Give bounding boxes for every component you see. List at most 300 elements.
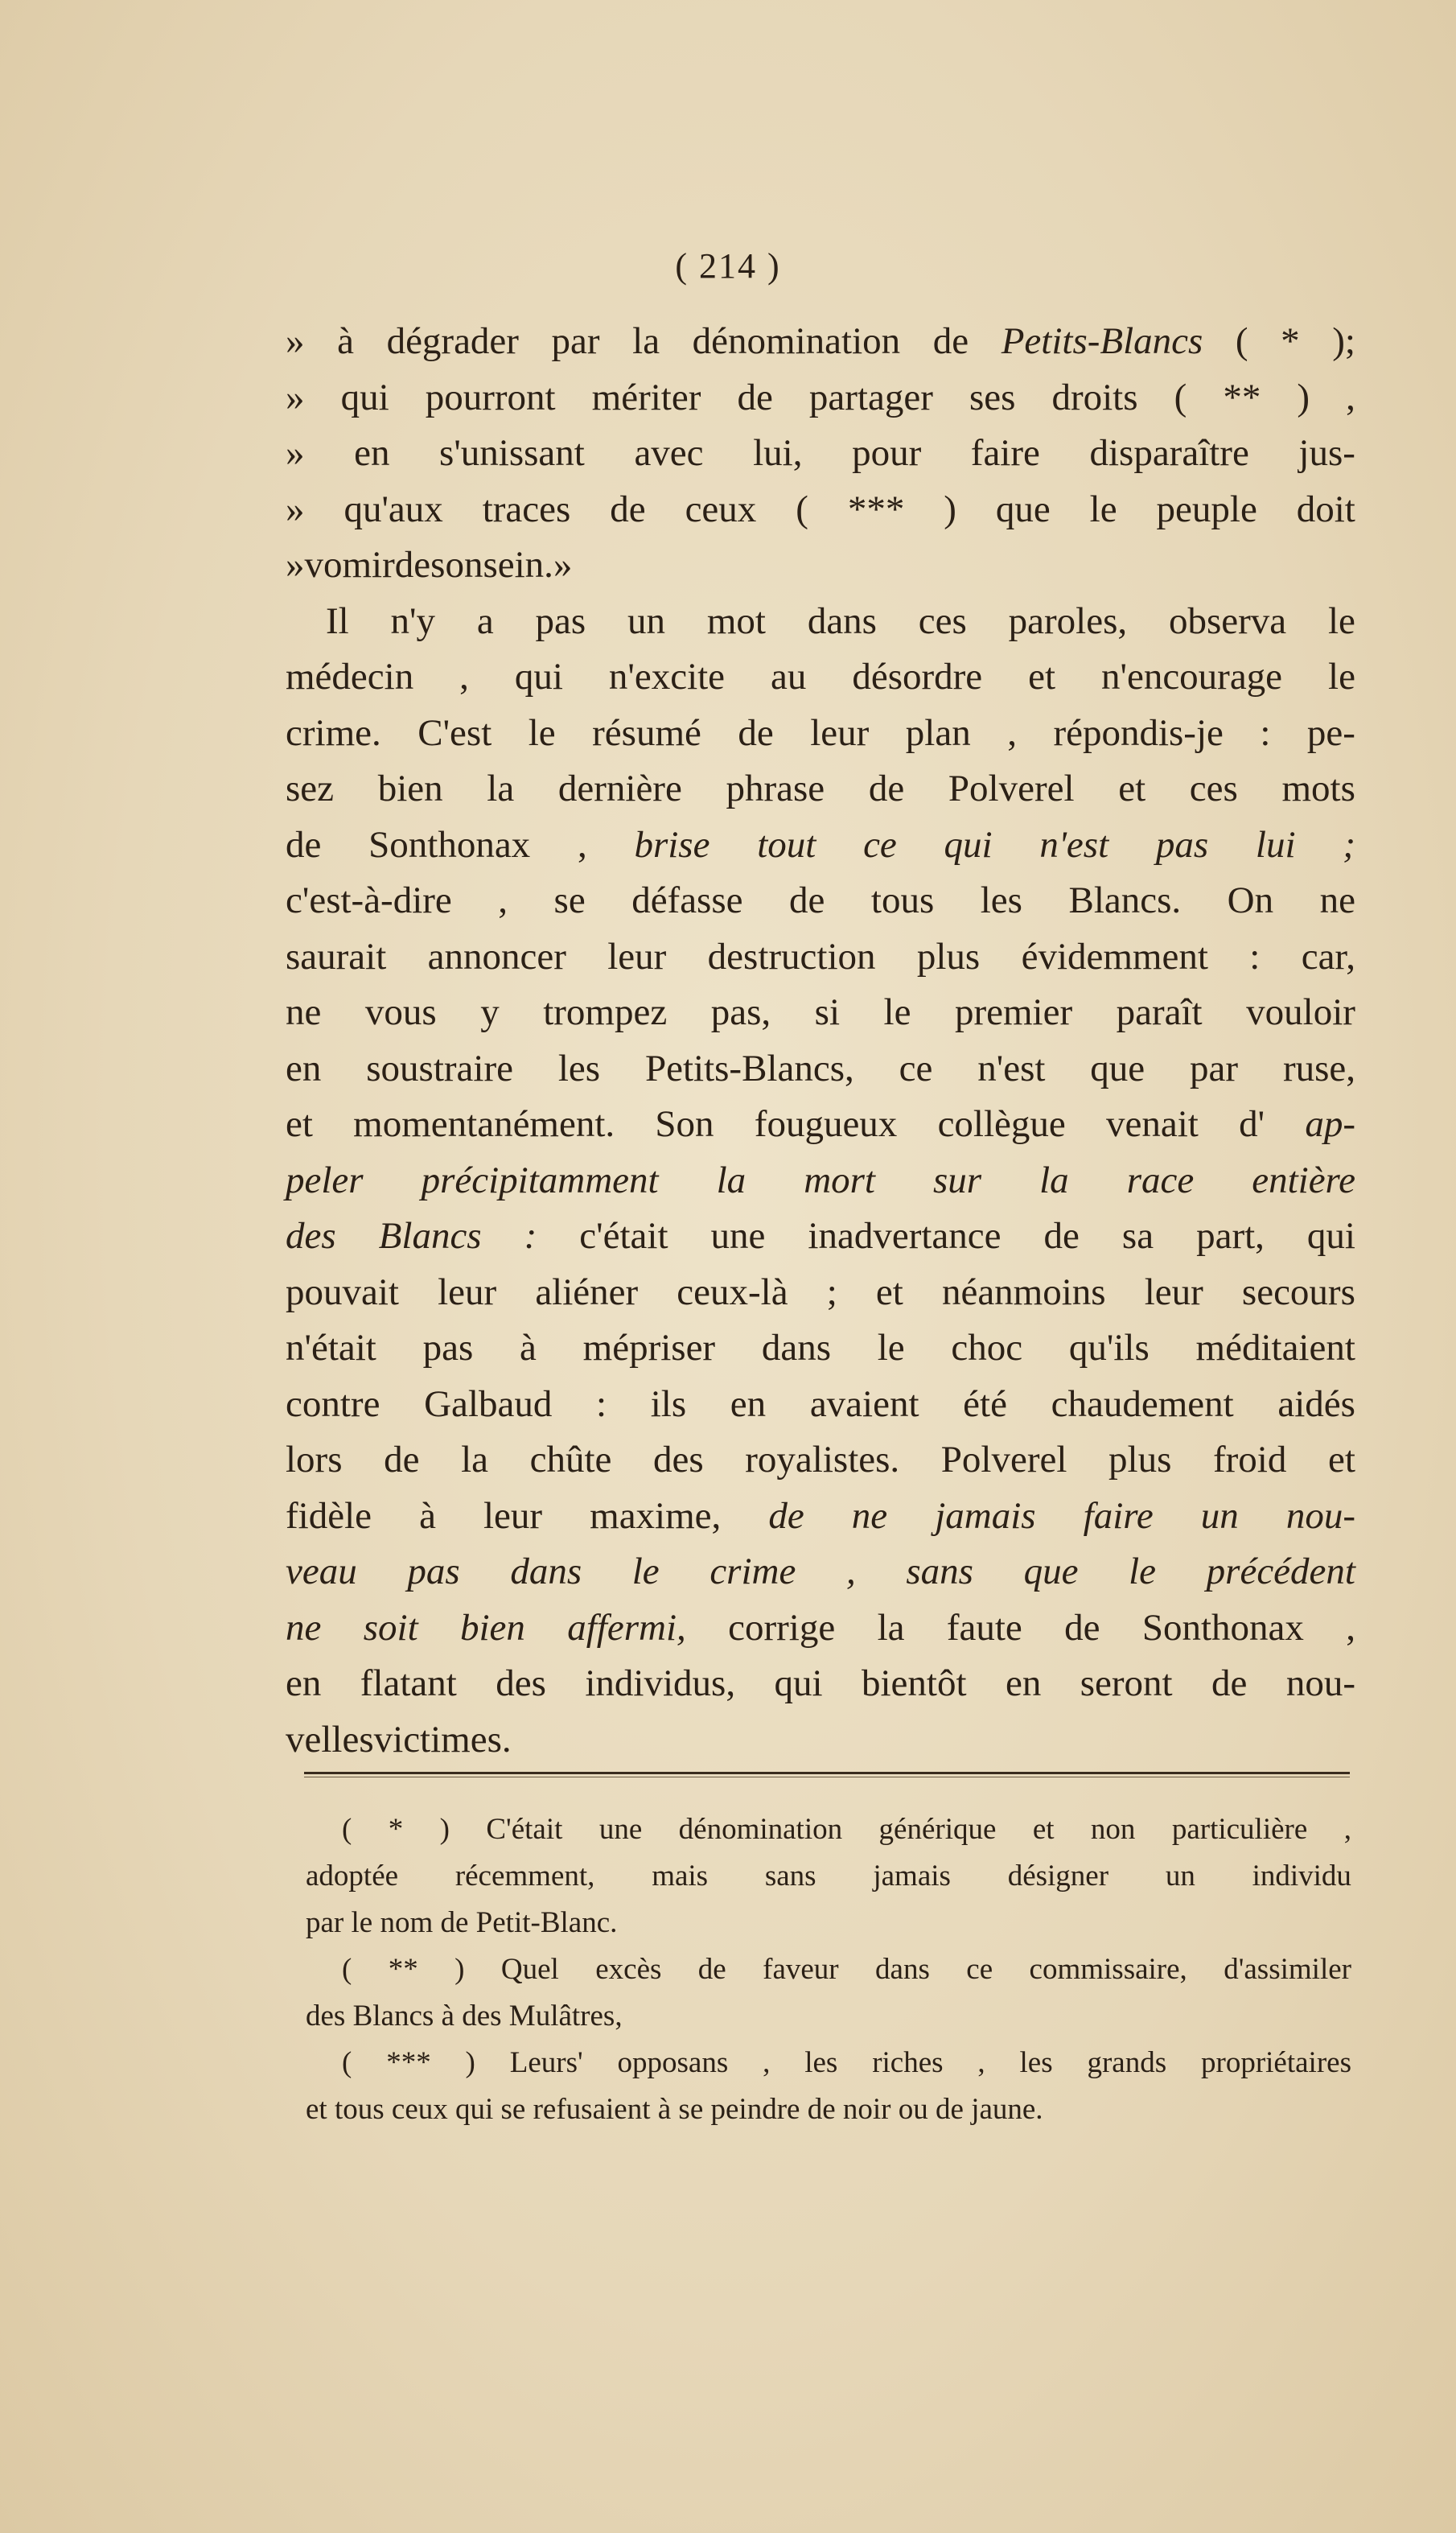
italic-word: que xyxy=(1023,1551,1079,1592)
word: dernière xyxy=(557,768,682,809)
word: ( xyxy=(342,1953,352,1986)
word: des xyxy=(496,1662,546,1704)
word: C'était xyxy=(486,1813,563,1846)
italic-word: de xyxy=(768,1494,804,1537)
word: dénomination xyxy=(692,320,901,362)
italic-word: pas xyxy=(407,1551,460,1592)
word xyxy=(1024,1544,1079,1600)
word: se xyxy=(500,2093,533,2126)
italic-word: sans xyxy=(906,1551,973,1592)
word: ) xyxy=(1297,376,1310,418)
word xyxy=(524,1209,537,1265)
text-line xyxy=(286,1097,1355,1153)
word: au xyxy=(771,656,807,698)
word: ceux-là xyxy=(677,1271,788,1313)
text-line xyxy=(286,929,1355,986)
word: pourront xyxy=(425,376,556,418)
italic-word: la xyxy=(1039,1159,1069,1201)
word: le xyxy=(1089,488,1117,530)
text-line xyxy=(286,649,1355,706)
word: crime. xyxy=(286,711,381,754)
word: les xyxy=(804,2046,838,2079)
text-line xyxy=(286,873,1355,929)
word xyxy=(1252,1153,1355,1209)
word: opposans xyxy=(617,2046,729,2079)
italic-word: entière xyxy=(1252,1159,1355,1201)
word: particulière xyxy=(1171,1813,1308,1846)
word: jus- xyxy=(1298,432,1355,474)
word: ) xyxy=(944,488,956,530)
word: * xyxy=(388,1813,404,1846)
word: que xyxy=(1090,1047,1145,1089)
word: des xyxy=(653,1439,704,1481)
italic-word: lui xyxy=(1255,823,1296,866)
word xyxy=(1084,1489,1154,1545)
word xyxy=(407,1544,459,1600)
word: médecin xyxy=(286,656,414,698)
word: n'était xyxy=(286,1327,376,1369)
word: générique xyxy=(878,1813,997,1846)
word: si xyxy=(814,991,841,1033)
word: la xyxy=(877,1606,905,1649)
word xyxy=(1305,1097,1355,1153)
word: n'y xyxy=(390,599,436,642)
word: ils xyxy=(650,1382,687,1425)
word: grands xyxy=(1087,2046,1167,2079)
italic-word: Blancs xyxy=(378,1215,482,1257)
word: contre xyxy=(286,1382,380,1425)
text-line xyxy=(286,482,1355,538)
word: mots xyxy=(1281,768,1355,809)
word xyxy=(846,1544,856,1600)
word: ) xyxy=(439,1813,450,1846)
word: commissaire, xyxy=(1029,1953,1187,1986)
word: pas xyxy=(535,599,586,642)
word xyxy=(1256,818,1296,874)
word xyxy=(460,1600,525,1657)
word: ( xyxy=(342,2046,352,2079)
word: un xyxy=(627,599,666,642)
word: de xyxy=(1064,1606,1100,1649)
word: destruction xyxy=(707,935,876,978)
word: néanmoins xyxy=(941,1271,1106,1313)
word xyxy=(768,1489,804,1545)
text-line xyxy=(286,426,1355,482)
italic-word: le xyxy=(631,1551,660,1592)
word: qu'ils xyxy=(1068,1327,1150,1369)
word: ce xyxy=(966,1953,993,1986)
word: corrige xyxy=(728,1606,836,1649)
word: sa xyxy=(1121,1215,1154,1257)
word: Blancs xyxy=(352,2000,442,2033)
word xyxy=(379,1209,482,1265)
word: résumé xyxy=(592,711,701,754)
text-line xyxy=(286,1041,1355,1098)
word: et xyxy=(1327,1439,1355,1481)
word: vouloir xyxy=(1246,991,1355,1033)
italic-word: précipitamment xyxy=(421,1159,659,1201)
word: excès xyxy=(595,1953,662,1986)
word: en xyxy=(1005,1662,1042,1704)
word: Quel xyxy=(500,1953,559,1986)
word: s'unissant xyxy=(439,432,585,474)
word: les xyxy=(1019,2046,1053,2079)
word: chaudement xyxy=(1051,1382,1234,1425)
italic-word: ce xyxy=(863,823,897,866)
word: ( xyxy=(1235,320,1248,362)
footnote-divider xyxy=(304,1772,1350,1777)
italic-word: le xyxy=(1129,1551,1157,1592)
word: nou- xyxy=(1285,1662,1355,1704)
word: » xyxy=(286,544,305,586)
word xyxy=(1127,1153,1195,1209)
word: disparaître xyxy=(1089,432,1249,474)
word: récemment, xyxy=(454,1860,595,1893)
word: de xyxy=(737,376,773,418)
italic-word: ap- xyxy=(1305,1103,1355,1145)
italic-word: race xyxy=(1126,1159,1195,1201)
word xyxy=(567,1600,686,1657)
italic-word: veau xyxy=(286,1551,357,1592)
word: une xyxy=(710,1215,766,1257)
word: méditaient xyxy=(1195,1327,1355,1369)
word xyxy=(286,1544,357,1600)
word xyxy=(933,1153,981,1209)
word: ** xyxy=(388,1953,418,1986)
text-line xyxy=(286,1265,1355,1321)
italic-word: précédent xyxy=(1206,1551,1355,1592)
word: dégrader xyxy=(386,320,519,362)
word: pas, xyxy=(710,991,771,1033)
word: qui xyxy=(514,656,563,698)
word: sein. xyxy=(483,544,553,586)
word: trompez xyxy=(543,991,668,1033)
word xyxy=(757,818,816,874)
word xyxy=(286,1153,364,1209)
word xyxy=(1002,314,1203,370)
word: par xyxy=(551,320,600,362)
italic-word: qui xyxy=(944,823,993,866)
word: faire xyxy=(970,432,1040,474)
word: qui xyxy=(455,2093,501,2126)
word: le xyxy=(1327,599,1355,642)
word: , xyxy=(459,656,469,698)
word: de xyxy=(1043,1215,1080,1257)
word: mériter xyxy=(591,376,701,418)
word: qui xyxy=(1306,1215,1355,1257)
word: , xyxy=(1346,1606,1355,1649)
word: sans xyxy=(764,1860,816,1893)
word: chûte xyxy=(529,1439,612,1481)
word: doit xyxy=(1296,488,1355,530)
word xyxy=(906,1544,973,1600)
word: *** xyxy=(386,2046,431,2079)
word: Sonthonax xyxy=(1141,1606,1304,1649)
text-line xyxy=(286,314,1355,370)
word: : xyxy=(1249,935,1261,978)
word: qu'aux xyxy=(343,488,443,530)
italic-word: , xyxy=(845,1551,856,1592)
word: * xyxy=(1281,320,1300,362)
word: On xyxy=(1227,879,1274,921)
word: ); xyxy=(1332,320,1355,362)
word: , xyxy=(1346,376,1355,418)
footnotes xyxy=(306,1806,1351,2133)
word: ) xyxy=(465,2046,475,2079)
word: leur xyxy=(1144,1271,1203,1313)
word: froid xyxy=(1213,1439,1287,1481)
footnote-line xyxy=(306,1853,1351,1900)
word: : xyxy=(595,1382,607,1425)
word: noir xyxy=(842,2093,899,2126)
italic-word: brise xyxy=(634,823,710,866)
word: ** xyxy=(1223,376,1261,418)
text-line xyxy=(286,1432,1355,1489)
word: dénomination xyxy=(678,1813,843,1846)
word: collègue xyxy=(937,1103,1066,1145)
word: fougueux xyxy=(754,1103,898,1145)
word: choc xyxy=(951,1327,1023,1369)
word xyxy=(1039,1153,1069,1209)
word: ; xyxy=(826,1271,837,1313)
word xyxy=(632,1544,660,1600)
word: *** xyxy=(847,488,905,530)
italic-word: dans xyxy=(510,1551,582,1592)
italic-word: Petits-Blancs xyxy=(1001,320,1203,362)
word: n'est xyxy=(977,1047,1046,1089)
word: de xyxy=(610,488,646,530)
footnote-line xyxy=(306,2086,1351,2133)
word: y xyxy=(480,991,500,1033)
word: leur xyxy=(483,1494,543,1537)
word: inadvertance xyxy=(808,1215,1002,1257)
word: de xyxy=(932,320,969,362)
word xyxy=(1286,1489,1355,1545)
text-line xyxy=(286,1656,1355,1712)
word: défasse xyxy=(631,879,743,921)
word: flatant xyxy=(360,1662,457,1704)
word: observa xyxy=(1168,599,1287,642)
word xyxy=(1207,1544,1355,1600)
word: répondis-je xyxy=(1053,711,1224,754)
word xyxy=(422,1153,659,1209)
word: ce xyxy=(899,1047,933,1089)
text-line xyxy=(286,1320,1355,1377)
word: paroles, xyxy=(1008,599,1128,642)
word: plus xyxy=(916,935,981,978)
word: peindre xyxy=(710,2093,808,2126)
word: la xyxy=(487,768,515,809)
word: la xyxy=(461,1439,489,1481)
word: pas xyxy=(422,1327,474,1369)
italic-word: la xyxy=(716,1159,747,1201)
italic-word: ne xyxy=(851,1494,888,1537)
word xyxy=(944,818,993,874)
word: à xyxy=(419,1494,436,1537)
body-text xyxy=(286,314,1355,1768)
word: ruse, xyxy=(1282,1047,1355,1089)
word: en xyxy=(286,1047,322,1089)
word: de xyxy=(697,1953,726,1986)
word: fidèle xyxy=(286,1494,372,1537)
word: soustraire xyxy=(366,1047,513,1089)
word: ceux xyxy=(685,488,757,530)
word: jamais xyxy=(873,1860,951,1893)
word: désigner xyxy=(1007,1860,1109,1893)
word: secours xyxy=(1241,1271,1355,1313)
word: peuple xyxy=(1156,488,1257,530)
word: des xyxy=(306,2000,353,2033)
word: n'excite xyxy=(608,656,726,698)
word: , xyxy=(763,2046,771,2079)
word: annoncer xyxy=(427,935,566,978)
word: » xyxy=(286,488,305,530)
word: et xyxy=(875,1271,903,1313)
word: le xyxy=(877,1327,905,1369)
word: bientôt xyxy=(861,1662,967,1704)
word: » xyxy=(286,376,305,418)
text-line xyxy=(286,818,1355,874)
word: maxime, xyxy=(590,1494,722,1537)
word: leur xyxy=(438,1271,497,1313)
word xyxy=(935,1489,1035,1545)
word xyxy=(286,1600,321,1657)
word: non xyxy=(1090,1813,1136,1846)
word xyxy=(717,1153,747,1209)
word: pe- xyxy=(1306,711,1355,754)
italic-word: des xyxy=(286,1215,336,1257)
word: Petit-Blanc. xyxy=(475,1906,618,1939)
word: ( xyxy=(342,1813,352,1846)
word: : xyxy=(1260,711,1271,754)
word: de xyxy=(868,768,905,809)
word xyxy=(804,1153,875,1209)
word: le xyxy=(1328,656,1355,698)
word: dans xyxy=(761,1327,831,1369)
word: de xyxy=(936,2093,972,2126)
word: c'est-à-dire xyxy=(286,879,452,921)
word: plus xyxy=(1108,1439,1172,1481)
italic-word: crime xyxy=(709,1551,796,1592)
word: ceux xyxy=(391,2093,455,2126)
italic-word: soit xyxy=(363,1606,418,1649)
word: évidemment xyxy=(1021,935,1208,978)
text-line xyxy=(286,1712,1355,1769)
word xyxy=(863,818,897,874)
italic-word: peler xyxy=(286,1159,364,1201)
word: vous xyxy=(364,991,437,1033)
word: à xyxy=(337,320,354,362)
word: désordre xyxy=(852,656,983,698)
word: de xyxy=(384,1439,420,1481)
word: des xyxy=(462,2000,509,2033)
word: jaune. xyxy=(971,2093,1043,2126)
word: mot xyxy=(706,599,766,642)
word: été xyxy=(963,1382,1007,1425)
word: ses xyxy=(969,376,1016,418)
italic-word: pas xyxy=(1155,823,1209,866)
word: en xyxy=(286,1662,322,1704)
word: que xyxy=(995,488,1051,530)
word: droits xyxy=(1051,376,1138,418)
text-line xyxy=(286,594,1355,650)
italic-word: un xyxy=(1200,1494,1239,1537)
word xyxy=(1039,818,1108,874)
word: Sonthonax xyxy=(368,823,531,866)
word: c'était xyxy=(579,1215,668,1257)
word: refusaient xyxy=(533,2093,658,2126)
word: les xyxy=(557,1047,601,1089)
word: faveur xyxy=(763,1953,839,1986)
word xyxy=(709,1544,796,1600)
word: à xyxy=(520,1327,537,1369)
italic-word: jamais xyxy=(935,1494,1036,1537)
word: adoptée xyxy=(306,1860,399,1893)
word: ne xyxy=(1319,879,1355,921)
word: de xyxy=(440,1906,476,1939)
word: ne xyxy=(286,991,322,1033)
word xyxy=(634,818,709,874)
word: de xyxy=(738,711,774,754)
word: n'encourage xyxy=(1100,656,1283,698)
word: dans xyxy=(807,599,877,642)
word: , xyxy=(977,2046,985,2079)
word: et xyxy=(1028,656,1056,698)
word: une xyxy=(598,1813,643,1846)
word: Mulâtres, xyxy=(508,2000,623,2033)
word: et xyxy=(1032,1813,1055,1846)
word: Polverel xyxy=(948,768,1075,809)
word: ( xyxy=(1174,376,1187,418)
italic-word: : xyxy=(524,1215,537,1257)
word: avec xyxy=(634,432,704,474)
text-line xyxy=(286,1489,1355,1545)
word: Blancs. xyxy=(1068,879,1182,921)
text-line xyxy=(286,1153,1355,1209)
word: , xyxy=(1343,1813,1351,1846)
text-line xyxy=(286,1377,1355,1433)
word: venait xyxy=(1106,1103,1199,1145)
word: leur xyxy=(607,935,667,978)
word: Polverel xyxy=(940,1439,1067,1481)
italic-word: ne xyxy=(286,1606,322,1649)
word: riches xyxy=(872,2046,944,2079)
word: de xyxy=(286,823,322,866)
word: d' xyxy=(1239,1103,1265,1145)
word: se xyxy=(678,2093,711,2126)
footnote-line xyxy=(306,1993,1351,2040)
word: ces xyxy=(1189,768,1238,809)
word: le xyxy=(351,1906,380,1939)
word: individus, xyxy=(585,1662,736,1704)
text-line xyxy=(286,1544,1355,1600)
word: un xyxy=(1165,1860,1195,1893)
word: aliéner xyxy=(535,1271,639,1313)
word: à xyxy=(657,2093,679,2126)
word: qui xyxy=(340,376,389,418)
word: paraît xyxy=(1116,991,1203,1033)
word: de xyxy=(1211,1662,1248,1704)
word xyxy=(286,1209,336,1265)
word: plan xyxy=(905,711,971,754)
word: , xyxy=(1007,711,1017,754)
word: faute xyxy=(946,1606,1022,1649)
word xyxy=(1156,818,1208,874)
footnote-line xyxy=(306,1946,1351,1993)
word: nom xyxy=(380,1906,441,1939)
word: par xyxy=(1190,1047,1239,1089)
word: mépriser xyxy=(582,1327,716,1369)
